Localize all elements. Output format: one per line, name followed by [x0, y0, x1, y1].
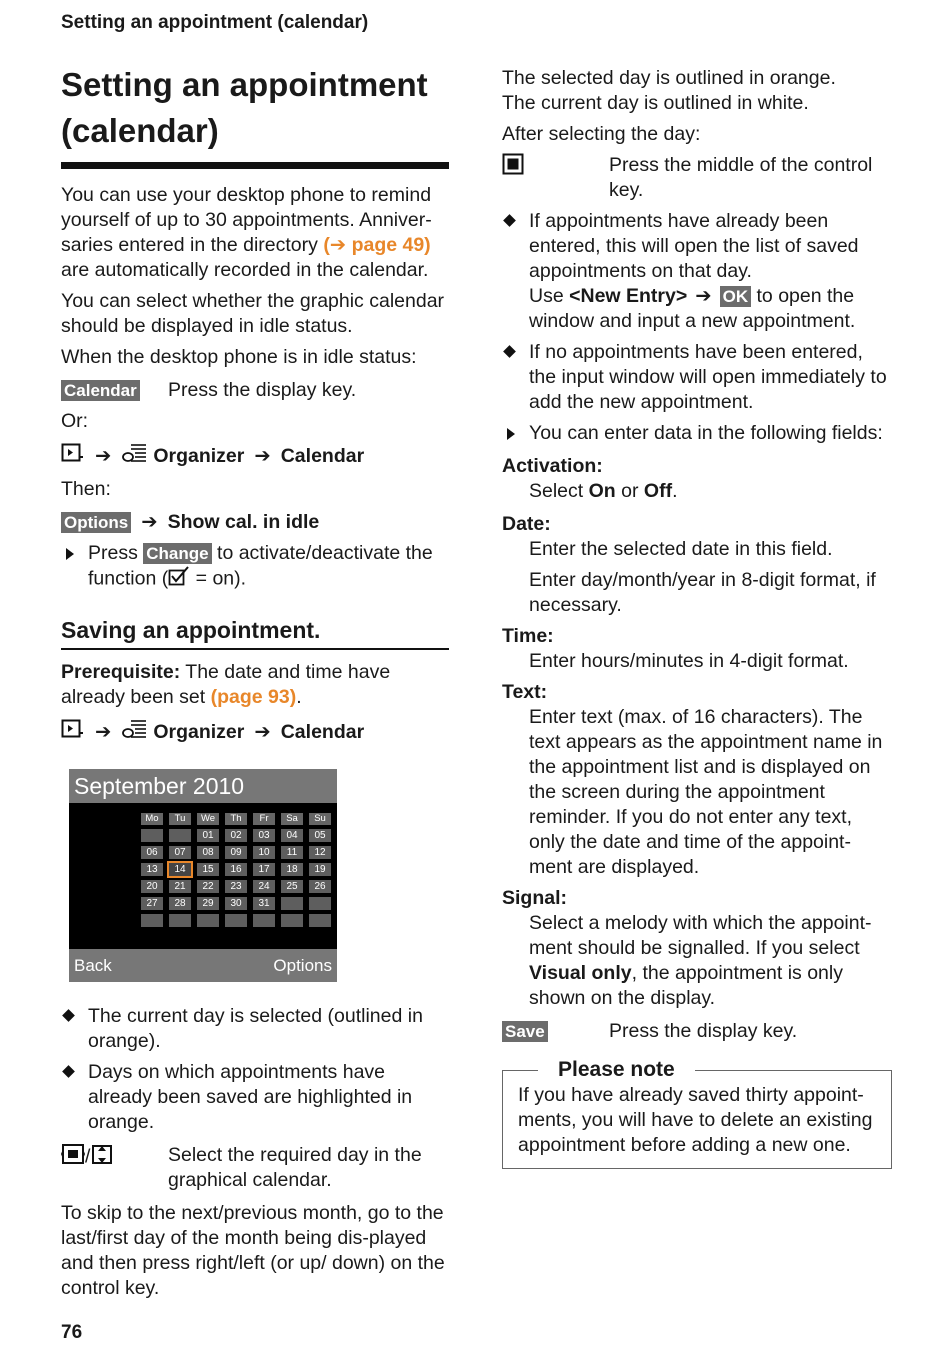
calendar-day[interactable]: 25 [281, 880, 303, 893]
idle-status-text: When the desktop phone is in idle status: [61, 346, 417, 368]
menu-icon [61, 719, 85, 746]
organizer-icon [121, 718, 147, 747]
calendar-month-title: September 2010 [69, 769, 337, 803]
weekday-header: Su [309, 813, 331, 825]
current-outline-text: The current day is outlined in white. [502, 92, 809, 114]
options-softkey[interactable]: Options [61, 512, 131, 533]
calendar-empty-cell [281, 897, 303, 910]
right-column [502, 66, 892, 1169]
calendar-day[interactable]: 23 [225, 880, 247, 893]
bullet-saved-days: Days on which appointments have already been saved are highlighted in orange. [61, 1060, 449, 1135]
arrow-icon: ➔ [695, 285, 712, 307]
calendar-day[interactable]: 02 [225, 829, 247, 842]
calendar-empty-cell [309, 914, 331, 927]
menu-path-1 [61, 442, 449, 471]
left-right-control-icon [61, 1143, 85, 1172]
prerequisite-text: Prerequisite: The date and time have already been set (page 93). [61, 661, 391, 708]
show-cal-label[interactable]: Show cal. in idle [167, 511, 320, 533]
calendar-empty-cell [169, 829, 191, 842]
arrow-icon: ➔ [95, 721, 112, 743]
page-title [61, 62, 449, 169]
ok-softkey[interactable]: OK [720, 286, 752, 307]
calendar-day[interactable]: 21 [169, 880, 191, 893]
intro-text-b: are automatically recorded in the calendar. [61, 259, 429, 281]
calendar-day[interactable]: 13 [141, 863, 163, 876]
calendar-day[interactable]: 05 [309, 829, 331, 842]
please-note-title: Please note [538, 1057, 695, 1083]
page-93-link[interactable]: (page 93) [210, 686, 297, 708]
text-desc: Enter text (max. of 16 characters). The text appears as the appointment name in the appointment list and is displayed on the screen during the appointment reminder. If you do not enter any text, only the date and time of the appoint-ment are displayed. [529, 706, 883, 878]
calendar-empty-cell [253, 914, 275, 927]
calendar-day[interactable]: 30 [225, 897, 247, 910]
skip-month-text: To skip to the next/previous month, go to the last/first day of the month being dis-played and then press right/left (or up/ down) on the control key. [61, 1202, 445, 1299]
calendar-day[interactable]: 06 [141, 846, 163, 859]
bullet-appointments-entered: If appointments have already been entered, this will open the list of saved appointments on that day. Use <New Entry> ➔ OK to open the window and input a new appointment. [502, 209, 892, 334]
organizer-label[interactable]: Organizer [153, 445, 245, 467]
calendar-day[interactable]: 14 [169, 863, 191, 876]
graphic-choice-text: You can select whether the graphic calendar should be displayed in idle status. [61, 290, 445, 337]
middle-key-row [502, 153, 892, 203]
weekday-header: Mo [141, 813, 163, 825]
calendar-label[interactable]: Calendar [280, 721, 365, 743]
intro-text-a: You can use your desktop phone to remind yourself of up to 30 appointments. Anniver-saries entered in the directory [61, 184, 432, 256]
calendar-empty-cell [309, 897, 331, 910]
arrow-icon: ➔ [95, 445, 112, 467]
weekday-header: Th [225, 813, 247, 825]
text-label: Text: [502, 681, 548, 703]
save-key-desc: Press the display key. [609, 1020, 798, 1042]
arrow-icon: ➔ [254, 721, 271, 743]
calendar-key-desc: Press the display key. [168, 379, 357, 401]
weekday-header: Tu [169, 813, 191, 825]
weekday-header: Sa [281, 813, 303, 825]
page-49-link[interactable]: (➔ page 49) [323, 234, 431, 256]
calendar-day[interactable]: 03 [253, 829, 275, 842]
please-note-box [502, 1058, 892, 1169]
activation-desc: Select On or Off. [529, 480, 678, 502]
running-head: Setting an appointment (calendar) [61, 12, 369, 33]
or-text: Or: [61, 410, 89, 432]
time-desc: Enter hours/minutes in 4-digit format. [529, 650, 849, 672]
after-select-text: After selecting the day: [502, 123, 701, 145]
calendar-day[interactable]: 09 [225, 846, 247, 859]
select-day-row [61, 1143, 449, 1193]
bullet-current-day: The current day is selected (outlined in orange). [61, 1004, 449, 1054]
calendar-day[interactable]: 18 [281, 863, 303, 876]
calendar-day[interactable]: 24 [253, 880, 275, 893]
control-key-icons: / [61, 1143, 168, 1193]
page-number: 76 [61, 1322, 83, 1343]
press-change-item: Press Change to activate/deactivate the function ( = on). [61, 541, 449, 593]
date-desc-1: Enter the selected date in this field. [529, 538, 833, 560]
weekday-header: We [197, 813, 219, 825]
calendar-empty-cell [197, 914, 219, 927]
new-entry-option[interactable]: <New Entry> [569, 285, 688, 307]
calendar-softkey-bar [69, 949, 337, 982]
calendar-day[interactable]: 28 [169, 897, 191, 910]
options-softkey-screen[interactable]: Options [273, 956, 332, 975]
date-desc-2: Enter day/month/year in 8-digit format, if necessary. [529, 569, 876, 616]
weekday-header: Fr [253, 813, 275, 825]
selected-outline-text: The selected day is outlined in orange. [502, 67, 836, 89]
calendar-day[interactable]: 19 [309, 863, 331, 876]
calendar-day[interactable]: 29 [197, 897, 219, 910]
page-title-line2: (calendar) [61, 112, 219, 149]
saving-heading: Saving an appointment. [61, 615, 449, 650]
organizer-icon [121, 442, 147, 471]
fields-intro: You can enter data in the following fields: [502, 421, 892, 446]
calendar-day[interactable]: 01 [197, 829, 219, 842]
calendar-day[interactable]: 08 [197, 846, 219, 859]
arrow-icon: ➔ [254, 445, 271, 467]
then-text: Then: [61, 478, 111, 500]
checkbox-checked-icon [168, 566, 190, 593]
calendar-empty-cell [225, 914, 247, 927]
calendar-day[interactable]: 16 [225, 863, 247, 876]
calendar-empty-cell [141, 829, 163, 842]
signal-desc: Select a melody with which the appoint-ment should be signalled. If you select Visual only, the appointment is only shown on the display. [529, 912, 872, 1009]
calendar-day[interactable]: 15 [197, 863, 219, 876]
date-label: Date: [502, 513, 551, 535]
middle-key-desc: Press the middle of the control key. [609, 154, 873, 201]
options-path [61, 510, 449, 535]
arrow-icon: ➔ [141, 511, 158, 533]
calendar-day[interactable]: 04 [281, 829, 303, 842]
calendar-day[interactable]: 11 [281, 846, 303, 859]
calendar-day[interactable]: 10 [253, 846, 275, 859]
activation-label: Activation: [502, 455, 603, 477]
calendar-day[interactable]: 31 [253, 897, 275, 910]
menu-icon [61, 443, 85, 470]
calendar-screen [69, 769, 337, 982]
calendar-day[interactable]: 17 [253, 863, 275, 876]
calendar-softkey[interactable]: Calendar [61, 380, 140, 401]
menu-path-2 [61, 718, 449, 747]
organizer-label[interactable]: Organizer [153, 721, 245, 743]
select-day-desc: Select the required day in the graphical calendar. [168, 1144, 422, 1191]
up-down-control-icon [90, 1143, 114, 1172]
signal-label: Signal: [502, 887, 568, 909]
calendar-day[interactable]: 22 [197, 880, 219, 893]
calendar-key-row [61, 378, 449, 403]
calendar-day[interactable]: 12 [309, 846, 331, 859]
change-softkey[interactable]: Change [143, 543, 211, 564]
time-label: Time: [502, 625, 554, 647]
calendar-empty-cell [281, 914, 303, 927]
intro-paragraph [61, 183, 449, 283]
page-title-line1: Setting an appointment [61, 66, 428, 103]
left-column [61, 62, 449, 1301]
calendar-empty-cell [169, 914, 191, 927]
back-softkey[interactable]: Back [74, 956, 112, 975]
calendar-empty-cell [141, 914, 163, 927]
please-note-text: If you have already saved thirty appoint-ments, you will have to delete an existing appointment before adding a new one. [518, 1084, 873, 1156]
calendar-label[interactable]: Calendar [280, 445, 365, 467]
bullet-no-appointments: If no appointments have been entered, the input window will open immediately to add the new appointment. [502, 340, 892, 415]
calendar-day[interactable]: 20 [141, 880, 163, 893]
save-key-row [502, 1019, 892, 1044]
save-softkey[interactable]: Save [502, 1021, 548, 1042]
calendar-day[interactable]: 26 [309, 880, 331, 893]
calendar-day[interactable]: 27 [141, 897, 163, 910]
calendar-day[interactable]: 07 [169, 846, 191, 859]
calendar-grid [141, 813, 331, 927]
control-middle-icon [502, 153, 524, 182]
